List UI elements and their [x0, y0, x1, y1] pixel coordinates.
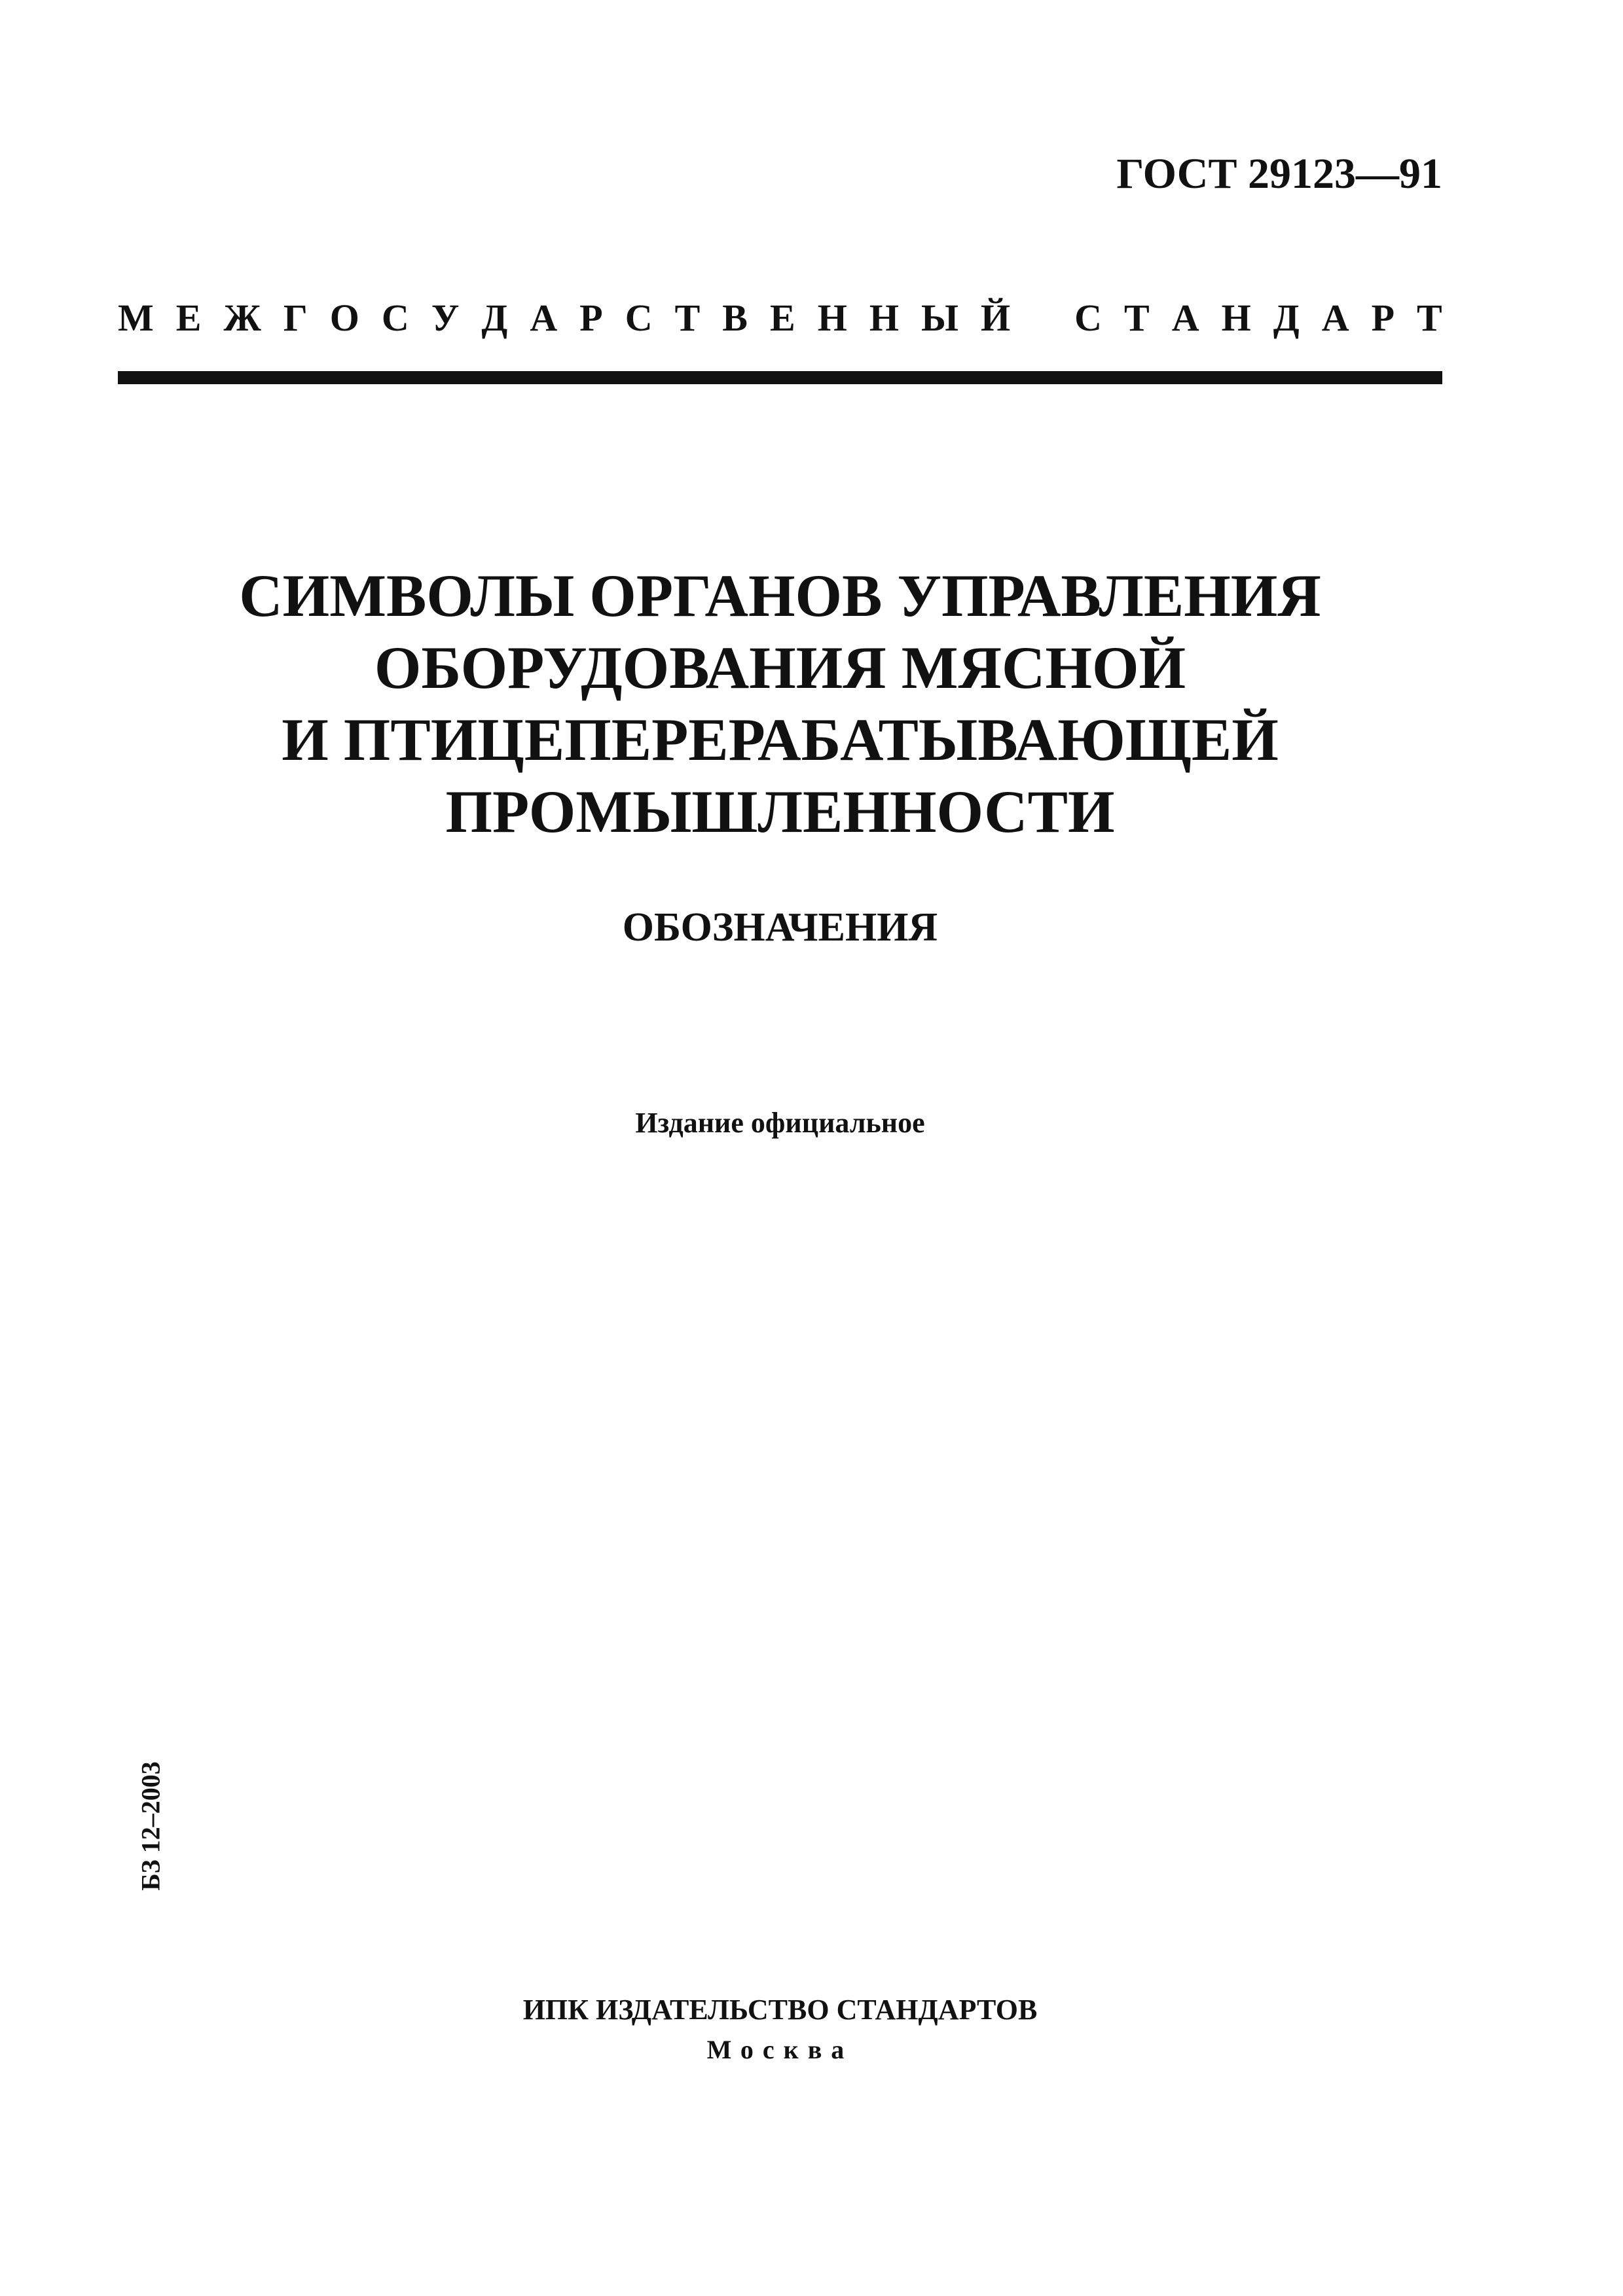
publisher-name: ИПК ИЗДАТЕЛЬСТВО СТАНДАРТОВ — [522, 1994, 1038, 2026]
side-catalog-code: БЗ 12–2003 — [136, 1761, 166, 1891]
title-line: И ПТИЦЕПЕРЕРАБАТЫВАЮЩЕЙ — [282, 706, 1279, 773]
publisher-city: Москва — [706, 2035, 854, 2064]
title-line: ПРОМЫШЛЕННОСТИ — [445, 778, 1115, 845]
heading-letter: Н — [817, 296, 847, 339]
title-line: СИМВОЛЫ ОРГАНОВ УПРАВЛЕНИЯ — [239, 562, 1321, 629]
document-title — [118, 560, 1442, 848]
heading-letter: Й — [980, 296, 1011, 339]
heading-letter: Р — [1371, 296, 1395, 339]
heading-letter: Н — [1221, 296, 1251, 339]
heading-letter: Д — [1273, 296, 1300, 339]
heading-letter: Д — [481, 296, 508, 339]
heading-letter: Е — [175, 296, 202, 339]
heading-letter: С — [1074, 296, 1102, 339]
heading-letter: У — [431, 296, 460, 339]
heading-letter: Т — [1417, 296, 1442, 339]
standard-type-heading — [118, 291, 1442, 344]
heading-letter: А — [530, 296, 558, 339]
heading-letter: С — [625, 296, 653, 339]
heading-letter: Г — [283, 296, 308, 339]
edition-note: Издание официальное — [635, 1107, 925, 1139]
heading-letter: Н — [869, 296, 899, 339]
heading-letter: М — [118, 296, 154, 339]
heading-letter: Т — [1124, 296, 1150, 339]
heading-letter: Ж — [223, 296, 261, 339]
heading-letter: С — [381, 296, 409, 339]
heading-letter: Е — [770, 296, 795, 339]
heading-letter: Р — [579, 296, 603, 339]
heading-letter: Т — [674, 296, 701, 339]
heading-letter: А — [1171, 296, 1199, 339]
heading-letter: В — [722, 296, 748, 339]
document-code: ГОСТ 29123—91 — [1116, 150, 1442, 198]
header-rule — [118, 371, 1442, 384]
heading-letter: О — [329, 296, 359, 339]
heading-letter: Ы — [921, 296, 958, 339]
title-line: ОБОРУДОВАНИЯ МЯСНОЙ — [374, 634, 1186, 701]
document-subtitle: ОБОЗНАЧЕНИЯ — [622, 905, 938, 950]
heading-letter: А — [1321, 296, 1349, 339]
